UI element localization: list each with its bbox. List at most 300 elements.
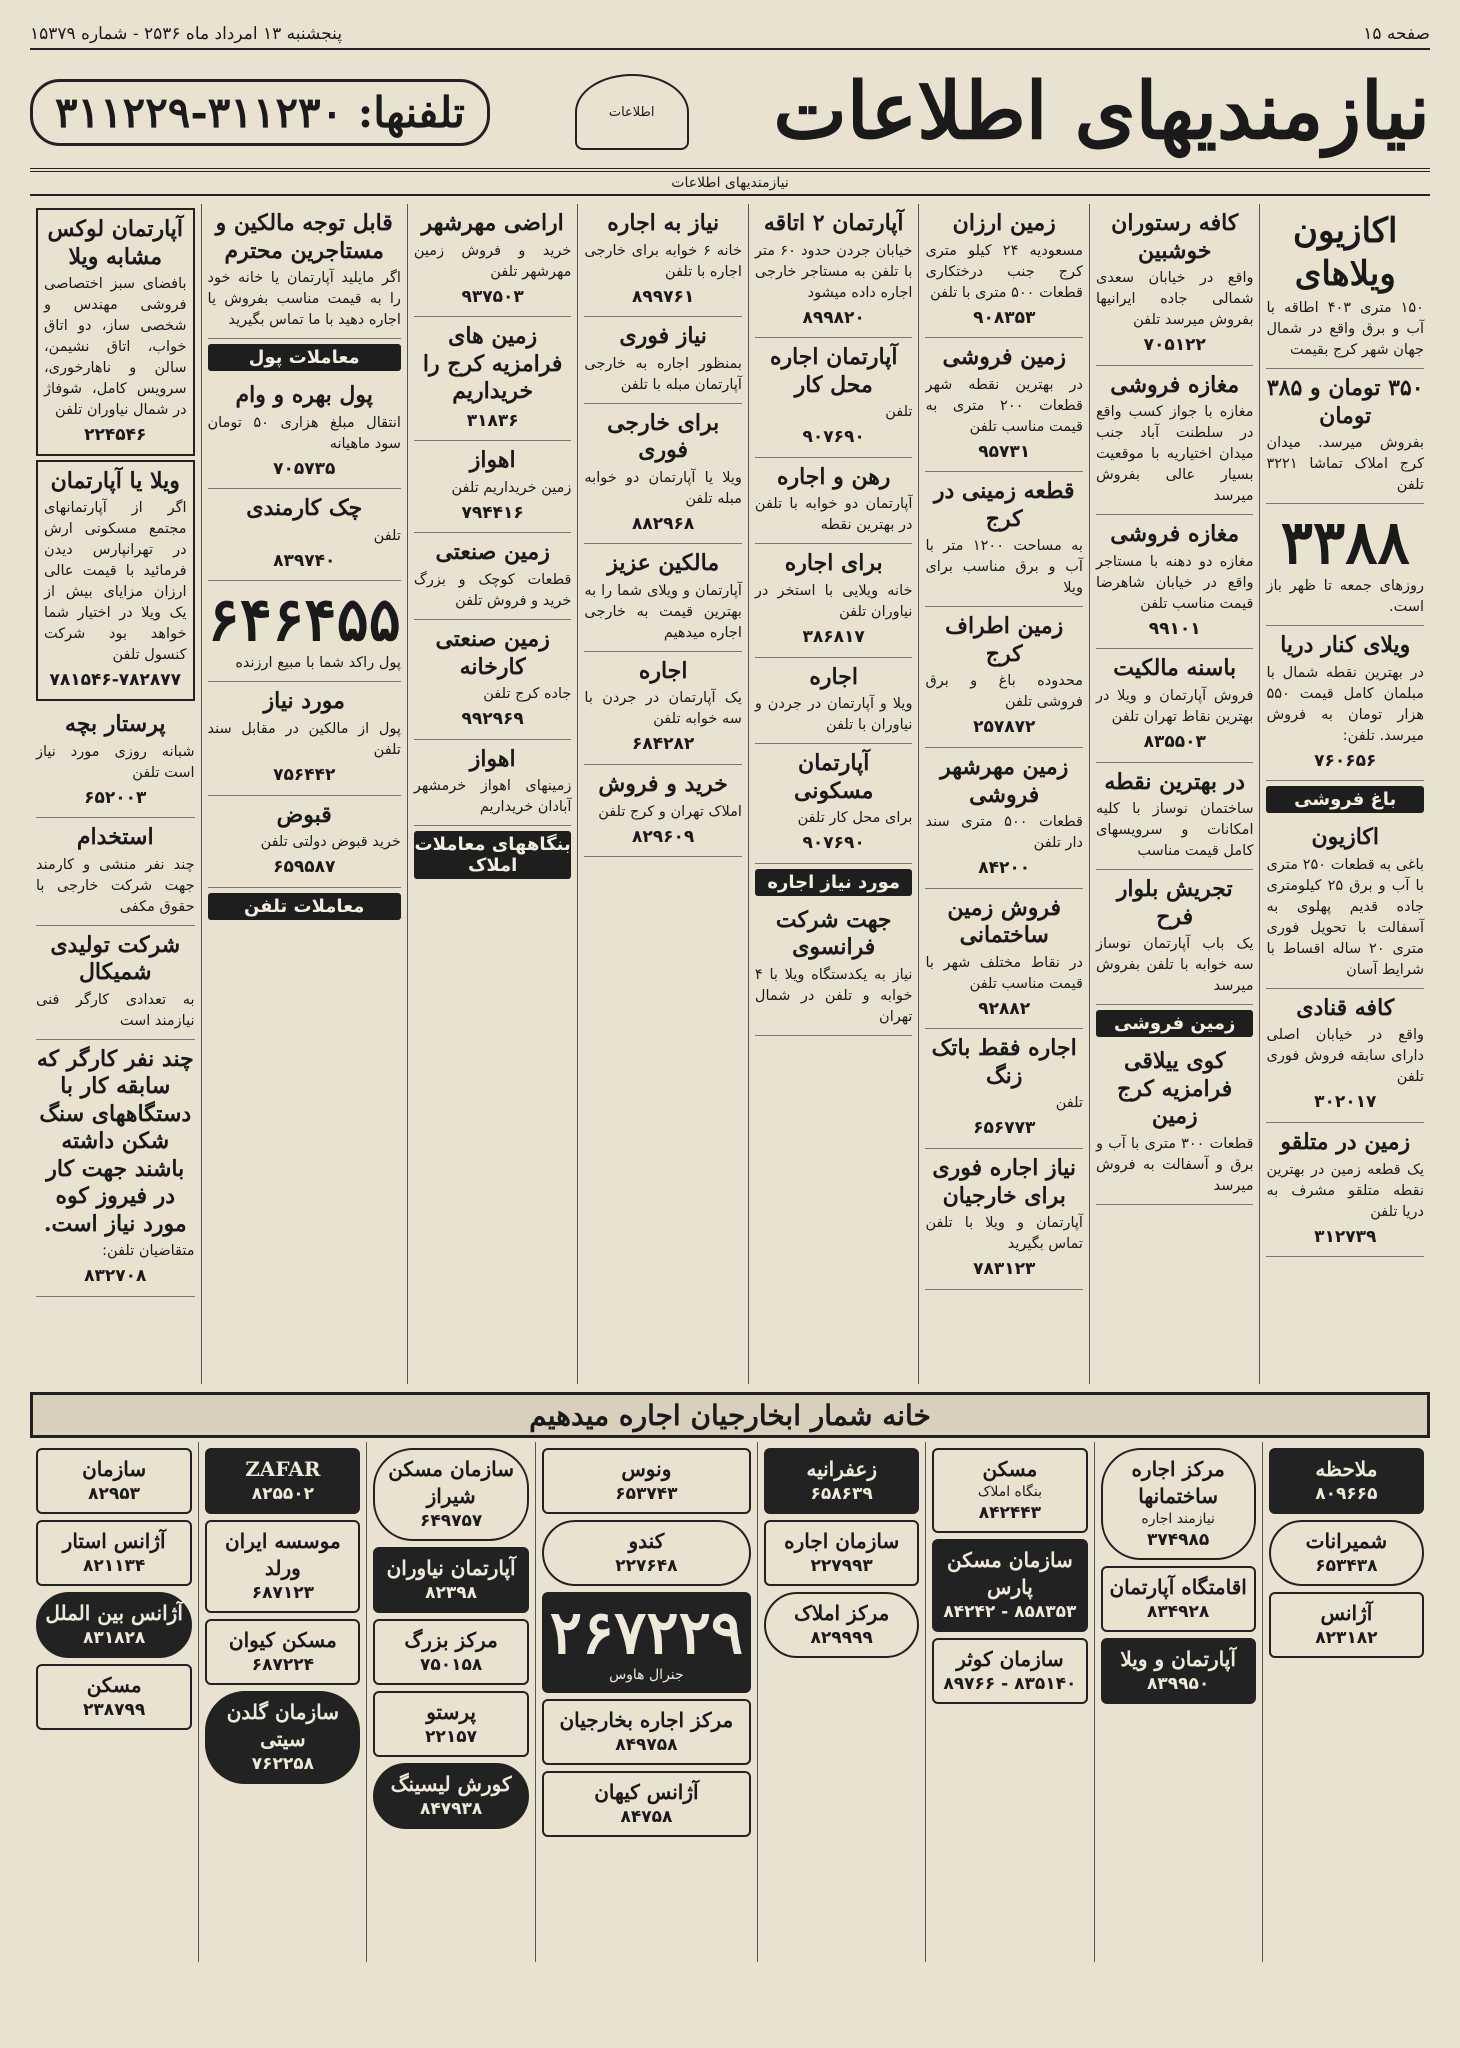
agency-ad [932, 1539, 1087, 1632]
ad-phone: ۷۶۰۶۵۶ [1314, 750, 1377, 771]
ad-phone: ۸۸۲۹۶۸ [632, 513, 695, 534]
agency-name: سازمان مسکن شیراز [388, 1457, 514, 1508]
ad-heading: اکازیون ویلاهای [1293, 211, 1398, 294]
section-banner: بنگاههای معاملات املاک [414, 831, 572, 879]
ad-phone: ۳۸۶۸۱۷ [802, 626, 865, 647]
agency-ads-section [30, 1442, 1430, 1962]
agency-phone: ۸۲۳۱۸۲ [1315, 1627, 1378, 1648]
ad-body: در بهترین نقطه شمال با مبلمان کامل قیمت ۵۵۰ هزار تومان به فروش میرسد. تلفن: [1266, 664, 1424, 744]
classified-ad [36, 818, 195, 926]
ad-phone: ۶۵۹۵۸۷ [273, 857, 336, 878]
agency-name: سازمان اجاره [784, 1528, 900, 1553]
ad-heading: کافه قنادی [1296, 994, 1395, 1021]
agency-ad [373, 1763, 528, 1829]
ad-body: پول از مالکین در مقابل سند تلفن [207, 720, 401, 758]
ad-heading: زمین های فرامزیه کرج را خریداریم [422, 323, 563, 405]
ad-body: واقع در خیابان اصلی دارای سابقه فروش فوری تلفن [1266, 1027, 1424, 1086]
ad-phone: ۹۰۸۳۵۳ [973, 307, 1036, 328]
agency-name: ونوس [621, 1457, 672, 1481]
agency-text: بنگاه املاک [977, 1484, 1042, 1500]
classified-ad [1096, 204, 1254, 366]
classified-ad [36, 926, 195, 1040]
agency-phone: ۲۲۷۹۹۳ [810, 1555, 873, 1576]
ad-phone: ۷۵۶۴۴۲ [273, 764, 336, 785]
agency-ad [1101, 1566, 1256, 1632]
agency-ad [205, 1619, 360, 1685]
agency-phone: ۶۸۷۲۲۴ [251, 1654, 314, 1675]
agency-ad [205, 1520, 360, 1613]
agency-ad [932, 1448, 1087, 1533]
agency-ad [205, 1691, 360, 1784]
ad-phone: ۶۵۶۷۷۳ [973, 1118, 1036, 1139]
agency-name: کندو [628, 1528, 665, 1553]
ad-body: پول راکد شما با مبیع ارزنده [235, 655, 401, 672]
classified-ad [36, 1040, 195, 1297]
classified-ad [755, 744, 913, 864]
ad-body: آپارتمان دو خوابه با تلفن در بهترین نقطه [754, 496, 913, 534]
ad-heading: اهواز [469, 745, 516, 772]
classified-ad [584, 317, 742, 404]
agency-name: آژانس [1320, 1600, 1373, 1625]
ad-heading: زمین ارزان [952, 210, 1056, 236]
ad-body: آپارتمان و ویلای شما را به بهترین قیمت به خارجی اجاره میدهیم [584, 582, 742, 641]
ad-phone: ۸۴۲۰۰ [978, 858, 1031, 879]
ad-body: واقع در خیابان سعدی شمالی جاده ایرانیها بفروش میرسد تلفن [1095, 270, 1254, 329]
section-banner: مورد نیاز اجاره [755, 869, 913, 896]
agency-name: آپارتمان و ویلا [1120, 1646, 1236, 1671]
ad-body: انتقال مبلغ هزاری ۵۰ تومان سود ماهیانه [207, 414, 401, 452]
ad-heading: آپارتمان لوکس مشابه ویلا [47, 216, 184, 270]
ad-heading: اکازیون [1311, 824, 1380, 851]
classified-columns [30, 204, 1430, 1384]
ad-phone: ۲۵۷۸۷۲ [973, 717, 1036, 738]
agency-column [1262, 1442, 1430, 1962]
ad-phone: ۹۵۷۳۱ [978, 441, 1031, 462]
ad-body: اگر از آپارتمانهای مجتمع مسکونی ارش در تهرانپارس دیدن فرمائید با قیمت عالی ارزان مزایای بیش از یک ویلا در اختیار شما خواهد بود شرکت کنسول تلفن [44, 500, 187, 664]
ad-body: چند نفر منشی و کارمند جهت شرکت خارجی با حقوق مکفی [36, 856, 195, 915]
classified-ad [925, 472, 1083, 607]
ad-phone: ۸۳۹۷۴۰ [273, 550, 336, 571]
classified-ad [414, 533, 572, 620]
agency-ad [932, 1638, 1087, 1704]
agency-text: جنرال هاوس [609, 1666, 684, 1683]
agency-phone: ۸۵۸۳۵۳ - ۸۴۲۴۲ [943, 1601, 1077, 1622]
agency-phone: ۷۵۰۱۵۸ [419, 1654, 483, 1675]
classified-ad [1266, 626, 1424, 781]
ad-phone: ۹۲۸۸۲ [978, 998, 1031, 1019]
agency-ad [36, 1664, 192, 1730]
agency-phone: ۸۴۷۵۸ [620, 1806, 673, 1827]
agency-ad [1101, 1448, 1256, 1560]
ad-phone: ۸۲۹۶۰۹ [632, 826, 695, 847]
ad-heading: مغازه فروشی [1110, 371, 1240, 398]
agency-phone: ۸۳۱۸۲۸ [82, 1627, 146, 1648]
ad-heading: کافه رستوران خوشبین [1111, 210, 1239, 264]
ad-heading: زمین فروشی [942, 344, 1066, 371]
ad-body: قطعات ۳۰۰ متری با آب و برق و آسفالت به فروش میرسد [1095, 1135, 1254, 1194]
classified-ad [1096, 763, 1254, 871]
agency-ad [205, 1448, 360, 1514]
ad-heading: اراضی مهرشهر [421, 210, 564, 236]
ad-phone: ۶۸۴۲۸۲ [632, 734, 695, 755]
ad-body: متقاضیان تلفن: [102, 1243, 195, 1260]
agency-ad [1269, 1448, 1424, 1514]
classified-ad [208, 581, 401, 682]
ad-heading: اجاره فقط باتک زنگ [931, 1035, 1077, 1089]
ad-heading: مالکین عزیز [607, 550, 720, 577]
classified-ad [1096, 1042, 1254, 1205]
ad-phone: ۸۹۹۸۲۰ [802, 307, 865, 328]
classified-ad [584, 652, 742, 765]
agency-name: شمیرانات [1305, 1528, 1388, 1553]
classified-ad [1096, 870, 1254, 1005]
agency-name: آژانس کیهان [594, 1779, 699, 1804]
agency-phone: ۸۰۹۶۶۵ [1315, 1484, 1378, 1504]
agency-phone: ۸۴۹۷۵۸ [615, 1734, 678, 1755]
ad-body: خیابان جردن حدود ۶۰ متر با تلفن به مستاجر خارجی اجاره داده میشود [754, 242, 913, 301]
ad-body: قطعات کوچک و بزرگ خرید و فروش تلفن [413, 571, 572, 609]
classified-ad [36, 705, 195, 818]
classified-ad [36, 460, 195, 701]
page-label: صفحه ۱۵ [1363, 24, 1430, 44]
ad-body: قطعات ۵۰۰ متری سند دار تلفن [925, 814, 1083, 852]
ad-heading: زمین مهرشهر فروشی [940, 754, 1069, 808]
ad-column [748, 204, 919, 1384]
agency-column [1094, 1442, 1262, 1962]
agency-phone: ۲۲۷۶۴۸ [615, 1555, 678, 1576]
ad-heading: ویلا یا آپارتمان [50, 467, 180, 494]
agency-name: کورش لیسینگ [390, 1771, 512, 1796]
agency-name: زعفرانیه [806, 1457, 877, 1481]
agency-phone: ۸۲۳۹۸ [425, 1582, 478, 1603]
ad-heading: اجاره [638, 657, 688, 684]
section-banner: معاملات تلفن [208, 893, 401, 920]
ad-heading: آپارتمان ۲ اتاقه [763, 210, 904, 236]
agency-phone: ۸۲۹۹۹۹ [810, 1627, 873, 1648]
ad-heading: استخدام [76, 824, 154, 851]
classified-ad [1266, 369, 1424, 504]
classified-ad [755, 901, 913, 1036]
classified-ad [414, 620, 572, 740]
ad-phone: ۷۰۵۱۲۲ [1143, 335, 1206, 356]
ad-phone: ۸۳۵۵۰۳ [1143, 731, 1206, 752]
ad-heading: زمین صنعتی [435, 539, 550, 566]
agency-phone: ۶۵۸۶۳۹ [810, 1484, 873, 1504]
ad-heading: قبوض [276, 801, 332, 828]
agency-name: پرستو [426, 1699, 476, 1724]
ad-body: به مساحت ۱۲۰۰ متر با آب و برق مناسب برای ویلا [925, 538, 1083, 597]
agency-name: آژانس بین الملل [45, 1600, 183, 1625]
classified-ad [925, 607, 1083, 748]
ad-body: یک قطعه زمین در بهترین نقطه متلقو مشرف به دریا تلفن [1266, 1161, 1424, 1220]
classified-ad [1096, 515, 1254, 649]
agency-phone: ۸۲۱۱۳۴ [82, 1555, 146, 1576]
ad-heading: آپارتمان مسکونی [793, 750, 874, 804]
classified-ad [925, 338, 1083, 472]
ad-phone: ۹۹۲۹۶۹ [461, 709, 524, 730]
ad-body: بافضای سبز اختصاصی فروشی مهندس و شخصی ساز، دو اتاق خواب، اتاق نشیمن، سالن و ناهارخوری، سرویس کامل، شوفاژ در شمال نیاوران تلفن [44, 276, 187, 419]
ad-phone: ۹۳۷۵۰۳ [461, 286, 524, 307]
ad-body: خانه ۶ خوابه برای خارجی اجاره با تلفن [584, 242, 742, 280]
ad-big-number: ۶۴۶۴۵۵ [207, 585, 401, 656]
ad-column [577, 204, 748, 1384]
ad-heading: زمین در متلقو [1280, 1129, 1411, 1156]
agency-ad [1101, 1638, 1256, 1704]
agency-ad [373, 1448, 528, 1541]
ad-body: فروش آپارتمان و ویلا در بهترین نقاط تهران تلفن [1095, 687, 1254, 725]
agency-name: اقامتگاه آپارتمان [1109, 1574, 1247, 1599]
agency-column [366, 1442, 534, 1962]
ad-heading: جهت شرکت فرانسوی [775, 906, 892, 961]
agency-name: مرکز اجاره بخارجیان [559, 1707, 734, 1732]
ad-column [201, 204, 407, 1384]
agency-name: مرکز اجاره ساختمانها [1131, 1457, 1225, 1508]
agency-column [30, 1442, 198, 1962]
classified-ad [584, 544, 742, 652]
ad-heading: برای خارجی فوری [607, 409, 720, 464]
masthead-subtitle: نیازمندیهای اطلاعات [30, 172, 1430, 196]
classified-ad [755, 544, 913, 657]
ad-body: زمین خریداریم تلفن [451, 479, 572, 496]
ad-phone: ۹۹۱۰۱ [1148, 618, 1201, 639]
classified-ad [584, 404, 742, 545]
classified-ad [36, 208, 195, 456]
agency-big-number: ۲۶۷۲۲۹ [549, 1597, 744, 1668]
classified-ad [1096, 649, 1254, 762]
ad-column [1259, 204, 1430, 1384]
agency-text: نیازمند اجاره [1141, 1511, 1215, 1527]
masthead [30, 56, 1430, 172]
agency-ad [1269, 1520, 1424, 1586]
classified-ad [414, 204, 572, 317]
classified-ad [584, 765, 742, 857]
agency-phone: ۸۴۷۹۳۸ [419, 1798, 483, 1819]
ad-body: اگر مایلید آپارتمان یا خانه خود را به قیمت مناسب بفروش یا اجاره دهید با ما تماس بگیرید [207, 270, 401, 329]
ad-body: ویلا یا آپارتمان دو خوابه مبله تلفن [584, 469, 742, 507]
ad-phone: ۷۸۱۵۴۶-۷۸۲۸۷۷ [49, 670, 182, 691]
agency-phone: ۶۵۳۴۳۸ [1315, 1555, 1378, 1576]
ad-phone: ۸۳۲۷۰۸ [84, 1266, 147, 1287]
classified-ad [755, 658, 913, 745]
agency-ad [542, 1771, 751, 1837]
classified-ad [925, 1149, 1083, 1290]
ad-phone: ۹۰۷۶۹۰ [802, 833, 865, 854]
agency-column [925, 1442, 1093, 1962]
ad-heading: ویلای کنار دریا [1280, 632, 1411, 659]
agency-ad [542, 1520, 751, 1586]
ad-heading: پرستار بچه [65, 711, 166, 738]
agency-name: مسکن [86, 1672, 142, 1697]
agency-name: مسکن [982, 1457, 1038, 1481]
ad-column [30, 204, 201, 1384]
classified-ad [208, 489, 401, 581]
ad-heading: مغازه فروشی [1110, 521, 1240, 548]
classified-ad [414, 317, 572, 441]
agency-ad [36, 1520, 192, 1586]
ad-column [407, 204, 578, 1384]
agency-ad [764, 1448, 919, 1514]
ad-heading: در بهترین نقطه [1104, 768, 1246, 795]
agency-phone: ۸۲۹۵۳ [88, 1484, 141, 1504]
agency-phone: ۸۳۴۹۲۸ [1147, 1601, 1210, 1622]
ad-body: تلفن [885, 404, 913, 421]
classified-ad [925, 1029, 1083, 1149]
ad-body: برای محل کار تلفن [797, 810, 913, 827]
ad-heading: چند نفر کارگر که سابقه کار با دستگاههای سنگ شکن داشته باشند جهت کار در فیروز کوه مورد نیاز است. [36, 1045, 194, 1237]
agency-ad [764, 1520, 919, 1586]
ad-body: ویلا و آپارتمان در جردن و نیاوران با تلفن [754, 696, 913, 734]
ad-column [918, 204, 1089, 1384]
classified-ad [1266, 1123, 1424, 1257]
ad-phone: ۷۹۴۴۱۶ [461, 502, 524, 523]
ad-phone: ۳۰۲۰۱۷ [1314, 1092, 1377, 1113]
ad-body: بمنظور اجاره به خارجی آپارتمان مبله با تلفن [584, 355, 742, 393]
ad-body: محدوده باغ و برق فروشی تلفن [925, 673, 1083, 711]
classified-ad [925, 204, 1083, 338]
ad-heading: نیاز به اجاره [607, 210, 720, 236]
agency-column [198, 1442, 366, 1962]
agency-ad [1269, 1592, 1424, 1658]
classified-ad [414, 441, 572, 533]
ad-phone: ۷۰۵۷۳۵ [273, 458, 336, 479]
ad-body: مغازه با جواز کسب واقع در سلطنت آباد جنب میدان اختیاریه با موقعیت بسیار عالی بفروش میرسد [1095, 404, 1254, 505]
ad-heading: برای اجاره [784, 550, 883, 577]
agency-phone: ۸۳۵۱۴۰ - ۸۹۷۶۶ [943, 1673, 1077, 1694]
classified-ad [584, 204, 742, 317]
emblem-logo: اطلاعات [575, 74, 689, 150]
agency-name: مسکن کیوان [228, 1627, 337, 1652]
ad-heading: ۳۵۰ تومان و ۳۸۵ تومان [1266, 375, 1424, 429]
ad-body: در نقاط مختلف شهر با قیمت مناسب تلفن [925, 954, 1083, 992]
ad-body: روزهای جمعه تا ظهر باز است. [1266, 578, 1424, 616]
bottom-banner: خانه شمار ابخارجیان اجاره میدهیم [30, 1392, 1430, 1438]
agency-ad [542, 1448, 751, 1514]
agency-name: سازمان کوثر [956, 1646, 1064, 1671]
agency-ad [36, 1448, 192, 1514]
ad-phone: ۷۸۳۱۲۳ [973, 1259, 1036, 1280]
classified-ad [925, 889, 1083, 1030]
agency-name: مرکز بزرگ [404, 1627, 498, 1652]
ad-heading: زمین صنعتی کارخانه [435, 626, 550, 680]
ad-column [1089, 204, 1260, 1384]
ad-body: زمینهای اهواز خرمشهر آبادان خریداریم [413, 778, 572, 816]
ad-body: خانه ویلایی با استخر در نیاوران تلفن [754, 582, 913, 620]
masthead-phones: تلفنها: ۳۱۱۲۳۰-۳۱۱۲۲۹ [30, 79, 490, 146]
ad-phone: ۳۱۲۷۳۹ [1314, 1226, 1377, 1247]
agency-phone: ۶۸۷۱۲۳ [251, 1582, 314, 1603]
agency-ad [373, 1547, 528, 1613]
ad-heading: شرکت تولیدی شمیکال [50, 931, 181, 986]
ad-heading: پول بهره و وام [235, 382, 373, 409]
classified-ad [755, 338, 913, 458]
ad-phone: ۳۱۸۳۶ [466, 410, 519, 431]
ad-phone: ۸۹۹۷۶۱ [632, 286, 695, 307]
agency-name: آژانس استار [62, 1528, 166, 1553]
agency-phone: ۸۲۵۵۰۲ [251, 1484, 314, 1504]
ad-heading: باسنه مالکیت [1113, 655, 1237, 682]
ad-heading: رهن و اجاره [776, 463, 891, 490]
classified-ad [208, 376, 401, 489]
agency-ad [36, 1592, 192, 1658]
agency-ad [542, 1699, 751, 1765]
agency-phone: ۷۶۲۲۵۸ [251, 1753, 314, 1774]
ad-body: خرید و فروش زمین مهرشهر تلفن [413, 242, 572, 280]
issue-line [30, 24, 1430, 50]
ad-body: بفروش میرسد. میدان کرج املاک تماشا ۳۲۲۱ تلفن [1266, 435, 1424, 494]
agency-ad [373, 1619, 528, 1685]
ad-heading: چک کارمندی [246, 495, 363, 522]
ad-heading: مورد نیاز [263, 688, 345, 715]
classified-ad [1266, 504, 1424, 626]
agency-phone: ۲۳۸۷۹۹ [82, 1699, 146, 1720]
agency-phone: ۸۳۹۹۵۰ [1147, 1673, 1210, 1694]
section-banner: باغ فروشی [1266, 786, 1424, 813]
ad-heading: اجاره [809, 663, 858, 690]
agency-name: سازمان گلدن سیتی [226, 1699, 339, 1751]
classified-ad [1266, 989, 1424, 1123]
masthead-title: نیازمندیهای اطلاعات [773, 66, 1430, 157]
ad-body: تلفن [1055, 1095, 1083, 1112]
agency-ad [542, 1592, 751, 1693]
agency-phone: ۳۷۴۹۸۵ [1147, 1529, 1210, 1550]
ad-phone: ۲۲۴۵۴۶ [84, 425, 147, 446]
ad-heading: آپارتمان اجاره محل کار [769, 344, 898, 398]
ad-body: در بهترین نقطه شهر قطعات ۲۰۰ متری به قیمت مناسب تلفن [925, 376, 1083, 435]
agency-column [757, 1442, 925, 1962]
agency-ad [373, 1691, 528, 1757]
ad-body: یک باب آپارتمان نوساز سه خوابه با تلفن بفروش میرسد [1095, 936, 1254, 995]
agency-phone: ۶۴۹۷۵۷ [419, 1511, 483, 1531]
ad-body: به تعدادی کارگر فنی نیازمند است [36, 991, 195, 1029]
agency-phone: ۸۴۲۴۴۳ [978, 1502, 1042, 1523]
classified-ad [925, 748, 1083, 889]
ad-body: ۱۵۰ متری ۴۰۳ اطاقه با آب و برق واقع در شمال جهان شهر کرج بقیمت [1266, 300, 1424, 359]
ad-heading: فروش زمین ساختمانی [947, 894, 1061, 949]
classified-ad [1096, 366, 1254, 516]
agency-name: سازمان مسکن پارس [947, 1547, 1073, 1599]
ad-body: نیاز به یکدستگاه ویلا با ۴ خوابه و تلفن در شمال تهران [754, 966, 913, 1025]
classified-ad [1266, 818, 1424, 989]
agency-name: موسسه ایران ورلد [224, 1528, 341, 1580]
section-banner: زمین فروشی [1096, 1010, 1254, 1037]
section-banner: معاملات پول [208, 344, 401, 371]
classified-ad [208, 682, 401, 795]
ad-body: آپارتمان و ویلا با تلفن تماس بگیرید [925, 1215, 1083, 1253]
ad-body: خرید قبوض دولتی تلفن [260, 834, 401, 851]
ad-heading: نیاز اجاره فوری برای خارجیان [932, 1155, 1077, 1209]
agency-name: مرکز املاک [793, 1600, 890, 1625]
agency-name: سازمان [82, 1457, 147, 1481]
ad-body: جاده کرج تلفن [483, 686, 572, 702]
ad-body: تلفن [373, 527, 401, 544]
issue-date-number: پنجشنبه ۱۳ امرداد ماه ۲۵۳۶ - شماره ۱۵۳۷۹ [30, 24, 343, 44]
classified-ad [414, 740, 572, 827]
classified-ad [208, 204, 401, 339]
classified-ad [1266, 204, 1424, 369]
agency-phone: ۲۲۱۵۷ [425, 1726, 478, 1747]
agency-ad [764, 1592, 919, 1658]
ad-phone: ۶۵۲۰۰۳ [84, 787, 147, 808]
agency-column [535, 1442, 757, 1962]
agency-name: آپارتمان نیاوران [386, 1555, 516, 1580]
ad-heading: خرید و فروش [598, 771, 728, 798]
ad-body: یک آپارتمان در جردن با سه خوابه تلفن [584, 690, 742, 728]
classified-ad [208, 796, 401, 888]
ad-heading: قابل توجه مالکین و مستاجرین محترم [215, 210, 393, 264]
classified-ad [755, 458, 913, 545]
ad-body: ساختمان نوساز با کلیه امکانات و سرویسهای کامل قیمت مناسب [1095, 801, 1254, 860]
ad-heading: نیاز فوری [619, 323, 707, 350]
